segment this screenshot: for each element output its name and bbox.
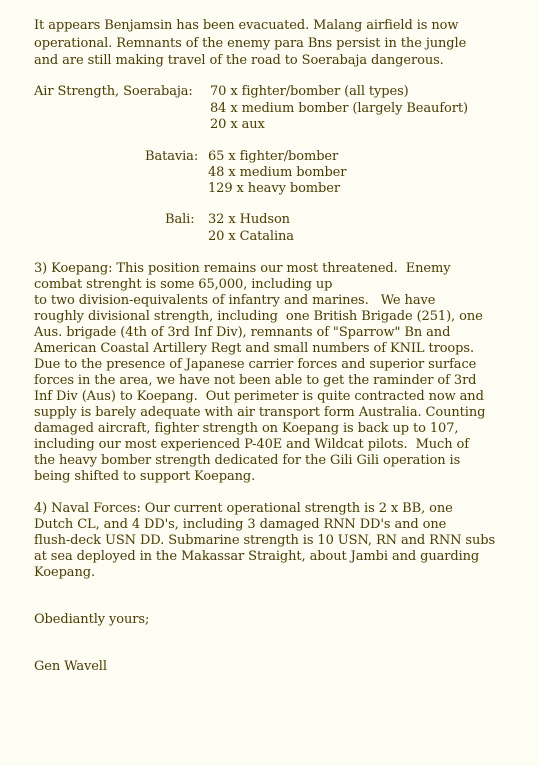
bali-label: Bali: <box>165 212 195 227</box>
closing-salutation: Obediantly yours; <box>34 612 150 627</box>
text-line: supply is barely adequate with air transport form Australia. Counting <box>34 405 486 420</box>
bali-line: 32 x Hudson <box>208 212 290 227</box>
text-line: It appears Benjamsin has been evacuated. Malang airfield is now <box>34 18 459 33</box>
text-line: Aus. brigade (4th of 3rd Inf Div), remnants of "Sparrow" Bn and <box>34 325 451 340</box>
batavia-line: 65 x fighter/bomber <box>208 149 339 164</box>
text-line: at sea deployed in the Makassar Straight, about Jambi and guarding <box>34 549 480 564</box>
text-line: forces in the area, we have not been able to get the raminder of 3rd <box>34 373 477 388</box>
soerabaja-label: Air Strength, Soerabaja: <box>34 84 193 99</box>
text-line: Due to the presence of Japanese carrier forces and superior surface <box>34 357 477 372</box>
text-line: 3) Koepang: This position remains our most threatened. Enemy <box>34 261 451 276</box>
text-line: being shifted to support Koepang. <box>34 469 256 484</box>
text-line: the heavy bomber strength dedicated for the Gili Gili operation is <box>34 453 461 468</box>
text-line: operational. Remnants of the enemy para Bns persist in the jungle <box>34 36 467 51</box>
text-line: Inf Div (Aus) to Koepang. Out perimeter is quite contracted now and <box>34 389 484 404</box>
soerabaja-line: 70 x fighter/bomber (all types) <box>210 84 409 99</box>
soerabaja-line: 84 x medium bomber (largely Beaufort) <box>210 101 468 116</box>
batavia-line: 129 x heavy bomber <box>208 181 340 196</box>
soerabaja-line: 20 x aux <box>210 117 265 132</box>
signature: Gen Wavell <box>34 659 107 674</box>
text-line: combat strenght is some 65,000, including up <box>34 277 333 292</box>
batavia-line: 48 x medium bomber <box>208 165 347 180</box>
text-line: 4) Naval Forces: Our current operational strength is 2 x BB, one <box>34 501 453 516</box>
text-line: and are still making travel of the road to Soerabaja dangerous. <box>34 53 444 68</box>
text-line: flush-deck USN DD. Submarine strength is 10 USN, RN and RNN subs <box>34 533 496 548</box>
bali-line: 20 x Catalina <box>208 229 294 244</box>
text-line: roughly divisional strength, including one British Brigade (251), one <box>34 309 483 324</box>
text-line: Dutch CL, and 4 DD's, including 3 damaged RNN DD's and one <box>34 517 447 532</box>
text-line: damaged aircraft, fighter strength on Koepang is back up to 107, <box>34 421 459 436</box>
batavia-label: Batavia: <box>145 149 199 164</box>
text-line: including our most experienced P-40E and Wildcat pilots. Much of <box>34 437 469 452</box>
text-line: to two division-equivalents of infantry and marines. We have <box>34 293 436 308</box>
text-line: Koepang. <box>34 565 95 580</box>
text-line: American Coastal Artillery Regt and small numbers of KNIL troops. <box>34 341 474 356</box>
